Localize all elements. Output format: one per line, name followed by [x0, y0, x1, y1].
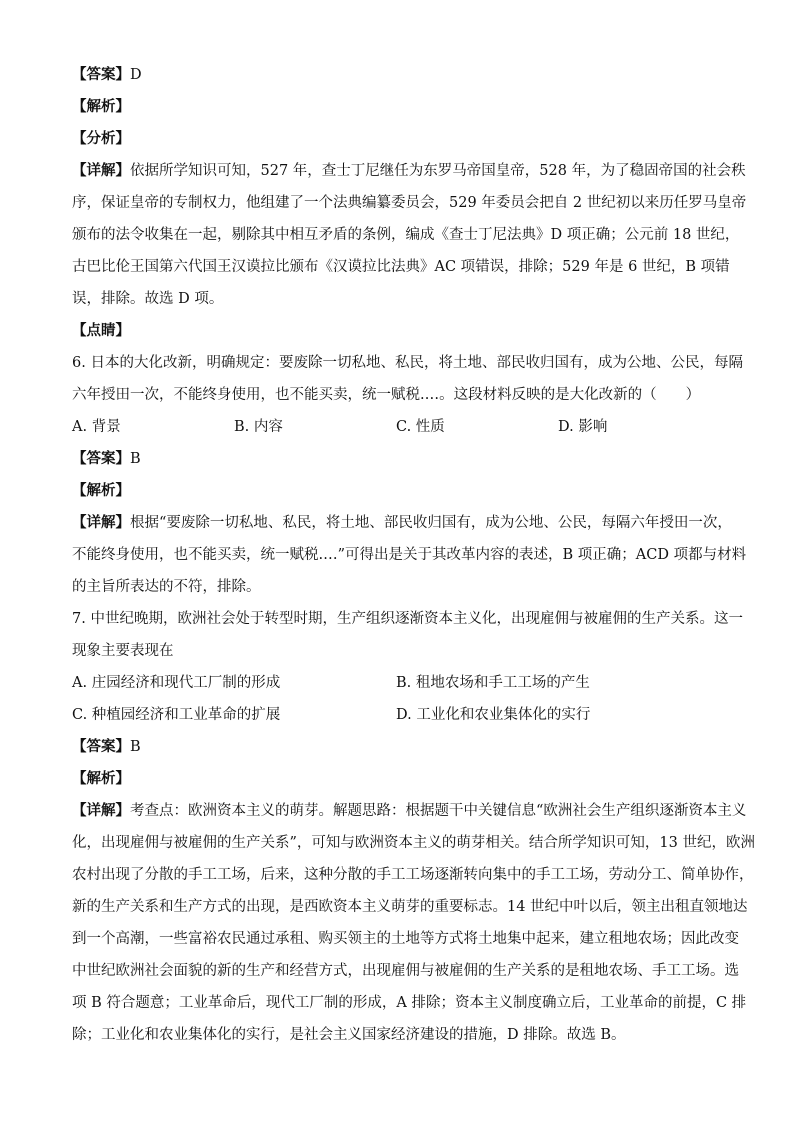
dianjing-tag: 【点睛】 — [72, 323, 130, 339]
q6-option-c: C. 性质 — [396, 419, 445, 435]
q6-detail-line-1 — [72, 513, 732, 533]
q7-detail-line-2: 化，出现雇佣与被雇佣的生产关系”，可知与欧洲资本主义的萌芽相关。结合所学知识可知，13 世纪，欧洲 — [72, 835, 755, 851]
q7-option-a: A. 庄园经济和现代工厂制的形成 — [72, 675, 281, 691]
q6-option-a: A. 背景 — [72, 419, 121, 435]
q5-detail-line-1 — [72, 161, 746, 181]
answer-tag: 【答案】 — [72, 739, 130, 755]
q7-option-b: B. 租地农场和手工工场的产生 — [396, 675, 590, 691]
q7-answer-line — [72, 737, 141, 757]
q6-option-b: B. 内容 — [234, 419, 283, 435]
detail-tag: 【详解】 — [72, 803, 130, 819]
q7-detail-line-6: 中世纪欧洲社会面貌的新的生产和经营方式，出现雇佣与被雇佣的生产关系的是租地农场、手工工场。选 — [72, 963, 739, 979]
q6-answer-line — [72, 449, 141, 469]
analysis-tag: 【解析】 — [72, 99, 130, 115]
detail-tag: 【详解】 — [72, 515, 130, 531]
q5-detail-line-4: 古巴比伦王国第六代国王汉谟拉比颁布《汉谟拉比法典》AC 项错误，排除；529 年是 6 世纪，B 项错 — [72, 259, 730, 275]
answer-value: D — [130, 67, 142, 83]
detail-tag: 【详解】 — [72, 163, 130, 179]
q6-detail-line-3: 的主旨所表达的不符，排除。 — [72, 579, 261, 595]
q5-detail-line-3: 颁布的法令收集在一起，剔除其中相互矛盾的条例，编成《查士丁尼法典》D 项正确；公元前 18 世纪， — [72, 227, 740, 243]
q7-detail-line-7: 项 B 符合题意；工业革命后，现代工厂制的形成，A 排除；资本主义制度确立后，工业革命的前提，C 排 — [72, 995, 747, 1011]
q7-detail-line-4: 新的生产关系和生产方式的出现，是西欧资本主义萌芽的重要标志。14 世纪中叶以后，领主出租直领地达 — [72, 899, 748, 915]
detail-text: 根据“要废除一切私地、私民，将土地、部民收归国有，成为公地、公民，每隔六年授田一次， — [130, 515, 732, 531]
q6-stem-line-2: 六年授田一次，不能终身使用，也不能买卖，统一赋税.…。这段材料反映的是大化改新的（ ） — [72, 387, 701, 403]
answer-value: B — [130, 451, 141, 467]
answer-value: B — [130, 739, 141, 755]
q7-option-c: C. 种植园经济和工业革命的扩展 — [72, 707, 281, 723]
q5-detail-line-5: 误，排除。故选 D 项。 — [72, 291, 224, 307]
q7-detail-line-5: 到一个高潮，一些富裕农民通过承租、购买领主的土地等方式将土地集中起来，建立租地农场；因此改变 — [72, 931, 739, 947]
q5-analysis-heading — [72, 97, 130, 117]
fenxi-tag: 【分析】 — [72, 131, 130, 147]
q6-option-d: D. 影响 — [558, 419, 608, 435]
q6-stem-line-1: 6. 日本的大化改新，明确规定：要废除一切私地、私民，将土地、部民收归国有，成为公地、公民，每隔 — [72, 355, 743, 371]
q5-answer-line — [72, 65, 142, 85]
q5-detail-line-2: 序，保证皇帝的专制权力，他组建了一个法典编纂委员会，529 年委员会把自 2 世纪初以来历任罗马皇帝 — [72, 195, 747, 211]
q7-analysis-heading — [72, 769, 130, 789]
q7-option-d: D. 工业化和农业集体化的实行 — [396, 707, 591, 723]
detail-text: 考查点：欧洲资本主义的萌芽。解题思路：根据题干中关键信息“欧洲社会生产组织逐渐资本主义 — [130, 803, 747, 819]
answer-tag: 【答案】 — [72, 451, 130, 467]
analysis-tag: 【解析】 — [72, 771, 130, 787]
q7-detail-line-3: 农村出现了分散的手工工场，后来，这种分散的手工工场逐渐转向集中的手工工场，劳动分工、简单协作， — [72, 867, 754, 883]
analysis-tag: 【解析】 — [72, 483, 130, 499]
q5-dianjing-heading — [72, 321, 130, 341]
q5-fenxi-heading — [72, 129, 130, 149]
q7-stem-line-1: 7. 中世纪晚期，欧洲社会处于转型时期，生产组织逐渐资本主义化，出现雇佣与被雇佣的生产关系。这一 — [72, 611, 743, 627]
q6-detail-line-2: 不能终身使用，也不能买卖，统一赋税.…”可得出是关于其改革内容的表述，B 项正确；ACD 项都与材料 — [72, 547, 747, 563]
answer-tag: 【答案】 — [72, 67, 130, 83]
detail-text: 依据所学知识可知，527 年，查士丁尼继任为东罗马帝国皇帝，528 年，为了稳固帝国的社会秩 — [130, 163, 746, 179]
q6-analysis-heading — [72, 481, 130, 501]
q7-stem-line-2: 现象主要表现在 — [72, 643, 174, 659]
q7-detail-line-8: 除；工业化和农业集体化的实行，是社会主义国家经济建设的措施，D 排除。故选 B。 — [72, 1027, 626, 1043]
q7-detail-line-1 — [72, 801, 746, 821]
